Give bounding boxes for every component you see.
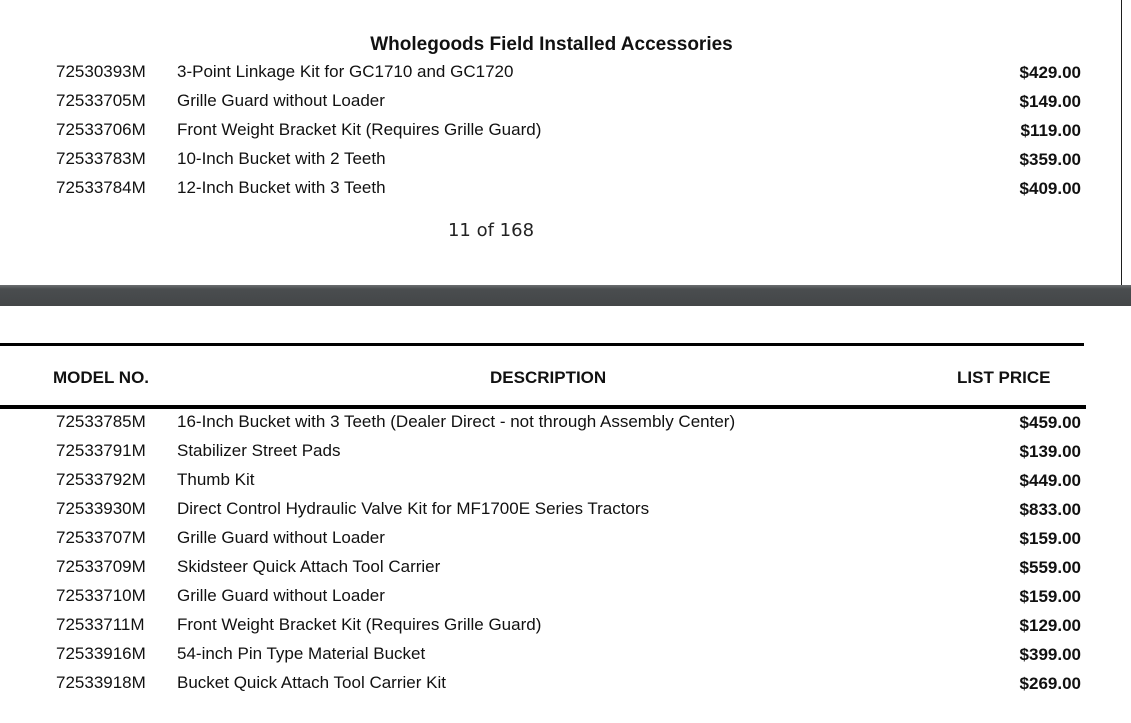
model-number: 72533705M [56, 91, 146, 110]
section-title: Wholegoods Field Installed Accessories [370, 34, 733, 55]
table-row [0, 62, 1121, 91]
scrollbar-edge[interactable] [1121, 0, 1122, 285]
model-number: 72533706M [56, 120, 146, 139]
table-row [0, 91, 1121, 120]
description: Grille Guard without Loader [177, 586, 385, 605]
list-price: $559.00 [1019, 558, 1081, 577]
list-price: $269.00 [1019, 674, 1081, 693]
page-indicator: 11 of 168 [447, 220, 535, 241]
list-price: $359.00 [1019, 150, 1081, 169]
model-number: 72533791M [56, 441, 146, 460]
table-row [0, 615, 1121, 644]
list-price: $149.00 [1019, 92, 1081, 111]
list-price: $139.00 [1019, 442, 1081, 461]
description: Front Weight Bracket Kit (Requires Grille Guard) [177, 615, 542, 634]
model-number: 72533918M [56, 673, 146, 692]
model-number: 72533711M [56, 615, 145, 634]
description: Front Weight Bracket Kit (Requires Grille Guard) [177, 120, 542, 139]
table-row [0, 586, 1121, 615]
column-header-price: LIST PRICE [957, 368, 1051, 387]
model-number: 72533709M [56, 557, 146, 576]
table-row [0, 673, 1121, 702]
description: Thumb Kit [177, 470, 255, 489]
description: Grille Guard without Loader [177, 91, 385, 110]
list-price: $399.00 [1019, 645, 1081, 664]
table-row [0, 120, 1121, 149]
table-header-rule [0, 405, 1086, 409]
description: Grille Guard without Loader [177, 528, 385, 547]
description: 3-Point Linkage Kit for GC1710 and GC1720 [177, 62, 514, 81]
model-number: 72533785M [56, 412, 146, 431]
model-number: 72533784M [56, 178, 146, 197]
table-row [0, 412, 1121, 441]
model-number: 72533930M [56, 499, 146, 518]
description: Skidsteer Quick Attach Tool Carrier [177, 557, 441, 576]
table-row [0, 499, 1121, 528]
list-price: $129.00 [1019, 616, 1081, 635]
model-number: 72533916M [56, 644, 146, 663]
list-price: $833.00 [1019, 500, 1081, 519]
list-price: $409.00 [1019, 179, 1081, 198]
list-price: $449.00 [1019, 471, 1081, 490]
document-page-bottom [0, 306, 1121, 723]
list-price: $459.00 [1019, 413, 1081, 432]
table-row [0, 149, 1121, 178]
table-row [0, 528, 1121, 557]
table-row [0, 178, 1121, 207]
model-number: 72533783M [56, 149, 146, 168]
column-header-description: DESCRIPTION [490, 368, 607, 387]
model-number: 72533792M [56, 470, 146, 489]
description: Direct Control Hydraulic Valve Kit for MF1700E Series Tractors [177, 499, 650, 518]
list-price: $119.00 [1020, 121, 1081, 140]
page-separator [0, 285, 1131, 306]
table-top-rule [0, 343, 1084, 346]
model-number: 72533710M [56, 586, 146, 605]
description: 10-Inch Bucket with 2 Teeth [177, 149, 386, 168]
description: 12-Inch Bucket with 3 Teeth [177, 178, 386, 197]
document-page-top [0, 0, 1121, 285]
list-price: $159.00 [1019, 529, 1081, 548]
table-row [0, 470, 1121, 499]
description: 16-Inch Bucket with 3 Teeth (Dealer Direct - not through Assembly Center) [177, 412, 736, 431]
description: 54-inch Pin Type Material Bucket [177, 644, 426, 663]
list-price: $159.00 [1019, 587, 1081, 606]
list-price: $429.00 [1019, 63, 1081, 82]
column-header-model: MODEL NO. [53, 368, 150, 387]
model-number: 72533707M [56, 528, 146, 547]
model-number: 72530393M [56, 62, 146, 81]
description: Stabilizer Street Pads [177, 441, 341, 460]
table-row [0, 644, 1121, 673]
table-row [0, 441, 1121, 470]
description: Bucket Quick Attach Tool Carrier Kit [177, 673, 446, 692]
table-row [0, 557, 1121, 586]
